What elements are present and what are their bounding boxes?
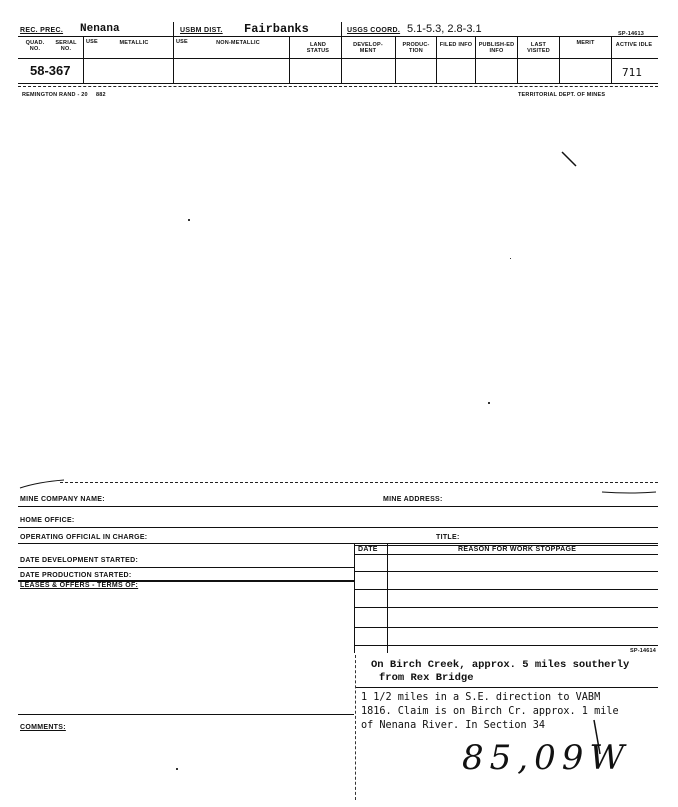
metallic-label: METALLIC [119, 40, 149, 46]
rec-prec-value: Nenana [80, 23, 120, 35]
date-label: DATE [358, 546, 378, 553]
date-development-label: DATE DEVELOPMENT STARTED: [20, 557, 139, 564]
home-office-label: HOME OFFICE: [20, 517, 75, 524]
usbm-dist-value: Fairbanks [244, 22, 309, 36]
bottom-form-number: SP-14614 [630, 648, 657, 654]
reason-label: REASON FOR WORK STOPPAGE [458, 546, 577, 553]
merit-label: MERIT [576, 40, 595, 46]
operating-official-label: OPERATING OFFICIAL IN CHARGE: [20, 534, 148, 541]
speck [510, 258, 511, 259]
leases-label: LEASES & OFFERS - TERMS OF: [20, 582, 139, 589]
mine-address-label: MINE ADDRESS: [383, 496, 443, 503]
top-footer-left-code: 882 [96, 92, 106, 98]
top-footer-left: REMINGTON RAND - 20 [22, 92, 88, 98]
published-info-label: PUBLISH-ED INFO [478, 42, 515, 54]
note-line-2: 1816. Claim is on Birch Cr. approx. 1 mile [361, 706, 619, 717]
note-line-1: 1 1/2 miles in a S.E. direction to VABM [361, 692, 601, 703]
last-visited-label: LAST VISITED [527, 42, 550, 54]
serial-no-label: SERIAL NO. [55, 40, 77, 52]
location-line-2: from Rex Bridge [379, 672, 474, 684]
usbm-dist-label: USBM DIST. [180, 27, 223, 34]
date-production-label: DATE PRODUCTION STARTED: [20, 572, 132, 579]
quad-no-label: QUAD. NO. [25, 40, 45, 52]
right-curl-mark [600, 480, 660, 496]
location-line-1: On Birch Creek, approx. 5 miles southerly [371, 659, 630, 671]
use-label-1: USE [86, 39, 98, 45]
title-label: TITLE: [436, 534, 460, 541]
handwritten-note: 85,09W [462, 738, 631, 778]
non-metallic-label: NON-METALLIC [216, 40, 260, 46]
speck [188, 219, 190, 221]
note-line-3: of Nenana River. In Section 34 [361, 720, 546, 731]
development-label: DEVELOP-MENT [353, 42, 383, 54]
notes-text [361, 691, 619, 733]
use-label-2: USE [176, 39, 188, 45]
rec-prec-label: REC. PREC. [20, 27, 64, 34]
quad-serial-value: 58-367 [30, 63, 71, 78]
location-text [371, 659, 629, 685]
active-idle-value: 711 [622, 66, 642, 79]
usgs-coord-label: USGS COORD. [347, 27, 401, 34]
land-status-label: LAND STATUS [306, 42, 330, 54]
speck [176, 768, 178, 770]
speck [488, 402, 490, 404]
mine-company-label: MINE COMPANY NAME: [20, 496, 105, 503]
usgs-coord-value: 5.1-5.3, 2.8-3.1 [407, 23, 482, 35]
comments-label: COMMENTS: [20, 724, 66, 731]
handwritten-stroke [590, 718, 610, 758]
stray-pen-mark [560, 150, 580, 170]
top-footer-right: TERRITORIAL DEPT. OF MINES [518, 92, 606, 98]
left-curl-mark [18, 478, 68, 490]
top-form-number: SP-14613 [618, 31, 645, 37]
filed-info-label: FILED INFO [439, 42, 473, 48]
production-label: PRODUC-TION [402, 42, 430, 54]
active-idle-label: ACTIVE IDLE [615, 42, 653, 48]
